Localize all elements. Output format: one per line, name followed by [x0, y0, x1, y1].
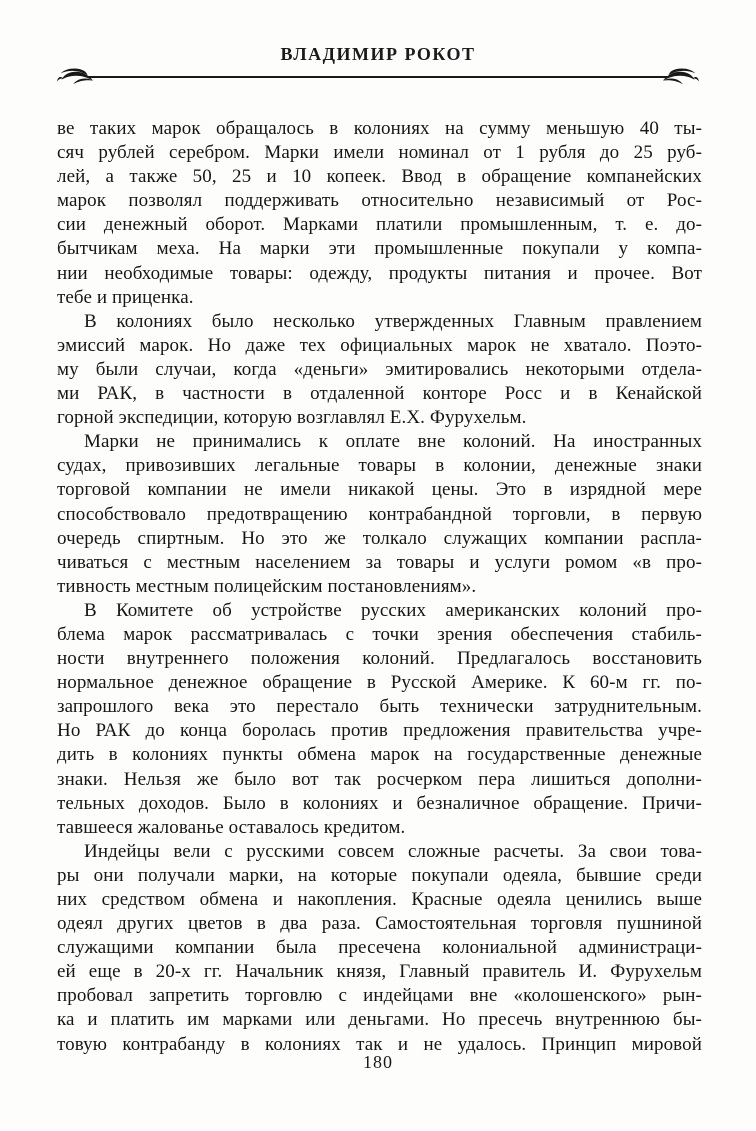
text-line: пробовал запретить торговлю с индейцами вне «колошенского» рын- [57, 985, 702, 1007]
text-line: служащими компании была пресечена колониальной администраци- [57, 937, 702, 959]
text-line: ности внутреннего положения колоний. Предлагалось восстановить [57, 648, 702, 670]
text-line: ве таких марок обращалось в колониях на сумму меньшую 40 ты- [57, 118, 702, 139]
text-line: запрошлого века это перестало быть технически затруднительным. [57, 696, 702, 718]
text-line: чиваться с местным населением за товары и услуги ромом «в про- [57, 551, 702, 573]
text-line: марок позволял поддерживать относительно независимый от Рос- [57, 190, 702, 212]
text-line: ей еще в 20-х гг. Начальник князя, Главный правитель И. Фурухельм [57, 961, 702, 983]
text-line: сяч рублей серебром. Марки имели номинал от 1 рубля до 25 руб- [57, 142, 702, 164]
text-line: знаки. Нельзя же было вот так росчерком пера лишиться дополни- [57, 768, 702, 790]
text-line: способствовало предотвращению контрабандной торговли, в первую [57, 503, 702, 525]
text-line: одеял других цветов в два раза. Самостоятельная торговля пушниной [57, 913, 702, 935]
header-rule [56, 67, 700, 87]
text-line: блема марок рассматривалась с точки зрения обеспечения стабиль- [57, 623, 702, 645]
text-line: судах, привозивших легальные товары в колонии, денежные знаки [57, 455, 702, 477]
header-rule-line [88, 76, 668, 78]
text-line: ка и платить им марками или деньгами. Но пресечь внутреннюю бы- [57, 1009, 702, 1031]
text-line: ры они получали марки, на которые покупали одеяла, бывшие среди [57, 864, 702, 886]
text-line: нии необходимые товары: одежду, продукты питания и прочее. Вот [57, 262, 702, 284]
text-line: Но РАК до конца боролась против предложения правительства учре- [57, 720, 702, 742]
text-line: сии денежный оборот. Марками платили промышленным, т. е. до- [57, 214, 702, 236]
text-line: Марки не принимались к оплате вне колоний. На иностранных [84, 431, 702, 453]
text-line: дить в колониях пункты обмена марок на государственные денежные [57, 744, 702, 766]
text-line: му были случаи, когда «деньги» эмитировались некоторыми отдела- [57, 358, 702, 380]
text-line: нормальное денежное обращение в Русской Америке. К 60-м гг. по- [57, 672, 702, 694]
text-line: торговой компании не имели никакой цены. Это в изрядной мере [57, 479, 702, 501]
text-line: тебе и приценка. [57, 286, 194, 308]
text-line: горной экспедиции, которую возглавлял Е.Х. Фурухельм. [57, 407, 527, 429]
running-head-author: ВЛАДИМИР РОКОТ [280, 44, 476, 64]
text-line: ми РАК, в частности в отдаленной конторе Росс и в Кенайской [57, 383, 702, 405]
text-line: Индейцы вели с русскими совсем сложные расчеты. За свои това- [84, 840, 702, 862]
text-line: бытчикам меха. На марки эти промышленные покупали у компа- [57, 238, 702, 260]
flourish-right-icon [662, 68, 700, 86]
page-footer [0, 1052, 756, 1073]
text-line: тивность местным полицейским постановлениям». [57, 575, 477, 597]
text-line: тавшееся жалованье оставалось кредитом. [57, 816, 406, 838]
text-line: эмиссий марок. Но даже тех официальных марок не хватало. Поэто- [57, 334, 702, 356]
text-line: В Комитете об устройстве русских американских колоний про- [84, 599, 702, 621]
flourish-left-icon [56, 68, 94, 86]
body-text [57, 117, 702, 1057]
text-line: очередь спиртным. Но это же толкало служащих компании распла- [57, 527, 702, 549]
page-number: 180 [363, 1052, 393, 1072]
text-line: тельных доходов. Было в колониях и безналичное обращение. Причи- [57, 792, 702, 814]
text-line: В колониях было несколько утвержденных Главным правлением [84, 310, 702, 332]
page-header [0, 0, 756, 87]
text-line: лей, а также 50, 25 и 10 копеек. Ввод в обращение компанейских [57, 166, 702, 188]
text-line: них средством обмена и накопления. Красные одеяла ценились выше [57, 889, 702, 910]
text-line: товую контрабанду в колониях так и не удалось. Принцип мировой [57, 1033, 702, 1055]
